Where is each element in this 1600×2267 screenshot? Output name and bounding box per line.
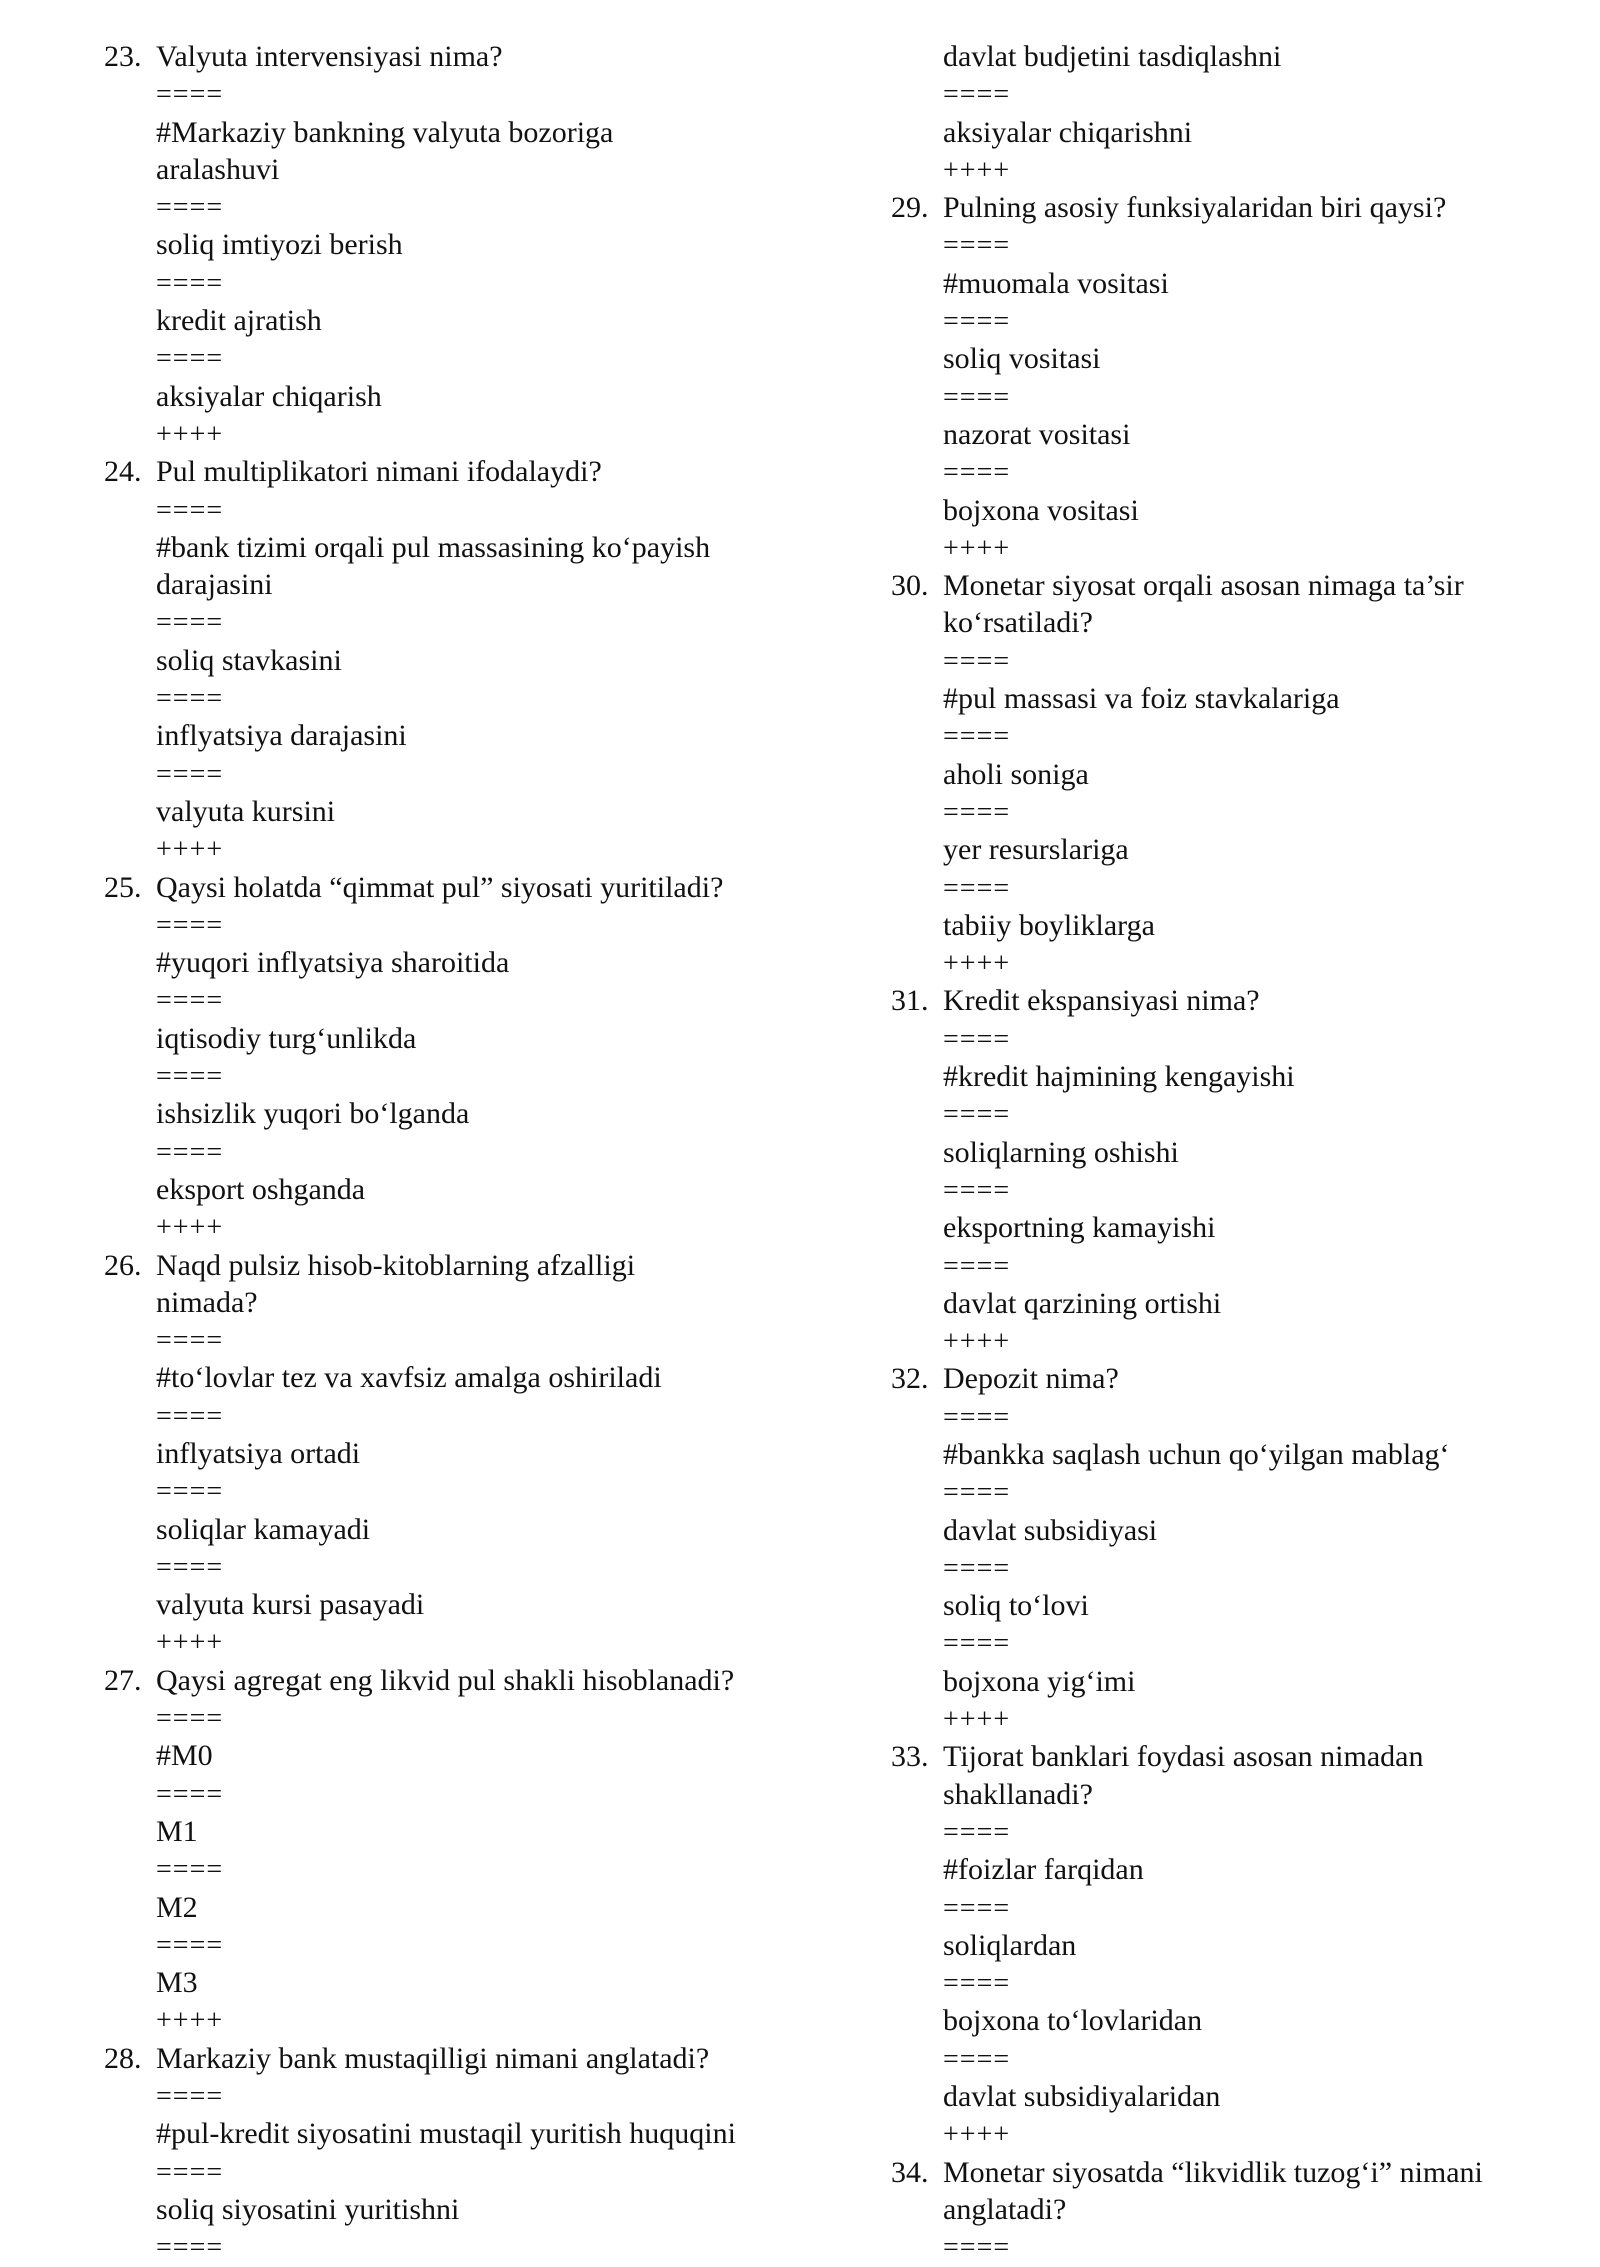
answer-line bbox=[104, 1964, 744, 2001]
separator-line bbox=[891, 1171, 1531, 1209]
line-text: darajasini bbox=[156, 568, 273, 602]
separator-text: ==== bbox=[156, 1703, 224, 1735]
answer-line bbox=[891, 1851, 1531, 1888]
separator-line bbox=[104, 188, 744, 226]
answer-line bbox=[104, 378, 744, 415]
line-text: #pul massasi va foiz stavkalariga bbox=[943, 682, 1340, 716]
line-text: #bankka saqlash uchun qo‘yilgan mablag‘ bbox=[943, 1437, 1450, 1471]
separator-text: ==== bbox=[156, 1061, 224, 1093]
line-text: bojxona vositasi bbox=[943, 493, 1139, 527]
separator-text: ==== bbox=[156, 1136, 224, 1168]
separator-text: ==== bbox=[943, 1628, 1011, 1660]
separator-text: ==== bbox=[943, 1250, 1011, 1282]
left-column bbox=[104, 38, 744, 2267]
separator-line bbox=[104, 981, 744, 1019]
answer-line bbox=[891, 1587, 1531, 1624]
line-text: Pul multiplikatori nimani ifodalaydi? bbox=[156, 455, 602, 489]
separator-line bbox=[891, 1247, 1531, 1285]
line-text: Qaysi agregat eng likvid pul shakli hisoblanadi? bbox=[156, 1663, 735, 1697]
question-number: 30. bbox=[891, 569, 929, 603]
line-text: #to‘lovlar tez va xavfsiz amalga oshiriladi bbox=[156, 1361, 662, 1395]
question-number: 31. bbox=[891, 984, 929, 1018]
answer-line bbox=[104, 529, 744, 566]
separator-line bbox=[891, 1095, 1531, 1133]
question-line bbox=[104, 2040, 744, 2077]
question-line bbox=[104, 453, 744, 490]
answer-line bbox=[104, 566, 744, 603]
separator-text: ++++ bbox=[943, 2119, 1011, 2151]
line-text: eksportning kamayishi bbox=[943, 1211, 1216, 1245]
answer-line bbox=[891, 416, 1531, 453]
line-text: aksiyalar chiqarishni bbox=[943, 115, 1193, 149]
line-text: M3 bbox=[156, 1966, 198, 2000]
separator-text: ==== bbox=[943, 1968, 1011, 2000]
line-text: soliq imtiyozi berish bbox=[156, 228, 403, 262]
right-column bbox=[891, 38, 1531, 2267]
line-text: #yuqori inflyatsiya sharoitida bbox=[156, 946, 510, 980]
separator-text: ==== bbox=[156, 1929, 224, 1961]
line-text: #kredit hajmining kengayishi bbox=[943, 1060, 1295, 1094]
answer-line bbox=[891, 2002, 1531, 2039]
separator-text: ==== bbox=[156, 683, 224, 715]
separator-line bbox=[104, 2228, 744, 2266]
line-text: valyuta kursini bbox=[156, 794, 336, 828]
separator-line bbox=[104, 2001, 744, 2039]
separator-text: ==== bbox=[943, 1892, 1011, 1924]
line-text: soliqlar kamayadi bbox=[156, 1512, 371, 1546]
separator-text: ==== bbox=[156, 1476, 224, 1508]
separator-line bbox=[104, 1623, 744, 1661]
line-text: Tijorat banklari foydasi asosan nimadan bbox=[943, 1740, 1424, 1774]
separator-line bbox=[891, 1020, 1531, 1058]
separator-line bbox=[891, 226, 1531, 264]
question-number: 24. bbox=[104, 455, 142, 489]
separator-text: ==== bbox=[156, 2156, 224, 2188]
separator-text: ==== bbox=[943, 1552, 1011, 1584]
separator-text: ==== bbox=[156, 192, 224, 224]
line-text: #muomala vositasi bbox=[943, 266, 1169, 300]
answer-line bbox=[891, 680, 1531, 717]
separator-line bbox=[891, 151, 1531, 189]
separator-text: ++++ bbox=[943, 154, 1011, 186]
line-text: #bank tizimi orqali pul massasining ko‘payish bbox=[156, 530, 711, 564]
line-text: Naqd pulsiz hisob-kitoblarning afzalligi bbox=[156, 1248, 636, 1282]
line-text: #pul-kredit siyosatini mustaqil yuritish huquqini bbox=[156, 2117, 736, 2151]
separator-line bbox=[104, 1926, 744, 1964]
separator-text: ==== bbox=[156, 985, 224, 1017]
separator-line bbox=[104, 1133, 744, 1171]
separator-line bbox=[104, 1775, 744, 1813]
separator-text: ==== bbox=[943, 306, 1011, 338]
separator-text: ++++ bbox=[156, 1212, 224, 1244]
line-text: soliq vositasi bbox=[943, 342, 1101, 376]
separator-line bbox=[891, 1398, 1531, 1436]
answer-line bbox=[891, 492, 1531, 529]
answer-line bbox=[891, 340, 1531, 377]
question-line bbox=[891, 1360, 1531, 1397]
question-number: 27. bbox=[104, 1663, 142, 1697]
question-line bbox=[891, 189, 1531, 226]
separator-text: ==== bbox=[943, 1816, 1011, 1848]
separator-text: ==== bbox=[943, 1174, 1011, 1206]
separator-text: ++++ bbox=[156, 2005, 224, 2037]
line-text: Depozit nima? bbox=[943, 1362, 1119, 1396]
answer-line bbox=[104, 1435, 744, 1472]
answer-line bbox=[104, 226, 744, 263]
line-text: aholi soniga bbox=[943, 757, 1089, 791]
separator-line bbox=[104, 2077, 744, 2115]
line-text: anglatadi? bbox=[943, 2192, 1067, 2226]
answer-line bbox=[104, 151, 744, 188]
answer-line bbox=[104, 1586, 744, 1623]
line-text: iqtisodiy turg‘unlikda bbox=[156, 1021, 417, 1055]
line-text: yer resurslariga bbox=[943, 833, 1129, 867]
separator-line bbox=[891, 1889, 1531, 1927]
separator-line bbox=[104, 1397, 744, 1435]
line-text: ishsizlik yuqori bo‘lganda bbox=[156, 1097, 470, 1131]
separator-line bbox=[891, 1549, 1531, 1587]
separator-line bbox=[104, 264, 744, 302]
separator-line bbox=[891, 2040, 1531, 2078]
line-text: nimada? bbox=[156, 1285, 258, 1319]
separator-text: ==== bbox=[156, 79, 224, 111]
line-text: Pulning asosiy funksiyalaridan biri qaysi? bbox=[943, 191, 1447, 225]
question-number: 28. bbox=[104, 2041, 142, 2075]
separator-text: ==== bbox=[943, 1023, 1011, 1055]
answer-line bbox=[104, 944, 744, 981]
separator-text: ++++ bbox=[943, 948, 1011, 980]
answer-line bbox=[891, 604, 1531, 641]
line-text: shakllanadi? bbox=[943, 1777, 1093, 1811]
question-number: 25. bbox=[104, 870, 142, 904]
answer-line bbox=[891, 1663, 1531, 1700]
separator-text: ++++ bbox=[943, 1704, 1011, 1736]
separator-text: ==== bbox=[943, 645, 1011, 677]
line-text: #Markaziy bankning valyuta bozoriga bbox=[156, 115, 614, 149]
separator-line bbox=[104, 339, 744, 377]
separator-line bbox=[104, 679, 744, 717]
answer-line bbox=[891, 114, 1531, 151]
separator-line bbox=[104, 906, 744, 944]
line-text: Monetar siyosatda “likvidlik tuzog‘i” nimani bbox=[943, 2155, 1483, 2189]
line-text: bojxona yig‘imi bbox=[943, 1664, 1136, 1698]
answer-line bbox=[891, 1927, 1531, 1964]
separator-line bbox=[891, 529, 1531, 567]
separator-text: ==== bbox=[156, 607, 224, 639]
line-text: tabiiy boyliklarga bbox=[943, 908, 1155, 942]
separator-line bbox=[891, 1700, 1531, 1738]
separator-line bbox=[104, 1472, 744, 1510]
line-text: M2 bbox=[156, 1890, 198, 1924]
separator-text: ==== bbox=[943, 872, 1011, 904]
separator-line bbox=[104, 1850, 744, 1888]
separator-line bbox=[891, 1322, 1531, 1360]
answer-line bbox=[104, 1095, 744, 1132]
separator-text: ==== bbox=[943, 1401, 1011, 1433]
line-text: #M0 bbox=[156, 1739, 213, 1773]
separator-line bbox=[104, 1208, 744, 1246]
separator-text: ++++ bbox=[156, 418, 224, 450]
answer-line bbox=[891, 2191, 1531, 2228]
line-text: inflyatsiya ortadi bbox=[156, 1436, 361, 1470]
question-number: 33. bbox=[891, 1740, 929, 1774]
line-text: soliqlardan bbox=[943, 1928, 1077, 1962]
answer-line bbox=[891, 265, 1531, 302]
line-text: bojxona to‘lovlaridan bbox=[943, 2004, 1203, 2038]
answer-line bbox=[891, 2078, 1531, 2115]
line-text: aksiyalar chiqarish bbox=[156, 379, 382, 413]
separator-line bbox=[891, 717, 1531, 755]
line-text: ko‘rsatiladi? bbox=[943, 606, 1093, 640]
answer-line bbox=[104, 1284, 744, 1321]
separator-line bbox=[104, 755, 744, 793]
separator-text: ++++ bbox=[943, 532, 1011, 564]
line-text: nazorat vositasi bbox=[943, 417, 1131, 451]
answer-line bbox=[891, 907, 1531, 944]
separator-text: ==== bbox=[156, 1325, 224, 1357]
line-text: davlat subsidiyalaridan bbox=[943, 2080, 1221, 2114]
question-line bbox=[104, 1247, 744, 1284]
separator-line bbox=[891, 2228, 1531, 2266]
answer-line bbox=[104, 1359, 744, 1396]
separator-text: ==== bbox=[943, 381, 1011, 413]
separator-line bbox=[891, 453, 1531, 491]
separator-line bbox=[104, 2153, 744, 2191]
line-text: Qaysi holatda “qimmat pul” siyosati yuritiladi? bbox=[156, 870, 724, 904]
question-line bbox=[891, 982, 1531, 1019]
separator-line bbox=[104, 1057, 744, 1095]
question-number: 23. bbox=[104, 40, 142, 73]
separator-text: ++++ bbox=[156, 1627, 224, 1659]
separator-line bbox=[891, 642, 1531, 680]
question-line bbox=[104, 1662, 744, 1699]
separator-text: ==== bbox=[156, 2081, 224, 2113]
line-text: Monetar siyosat orqali asosan nimaga ta’sir bbox=[943, 569, 1464, 603]
line-text: soliqlarning oshishi bbox=[943, 1135, 1179, 1169]
question-line bbox=[104, 38, 744, 75]
answer-line bbox=[891, 1058, 1531, 1095]
separator-text: ==== bbox=[156, 1400, 224, 1432]
answer-line bbox=[891, 1209, 1531, 1246]
separator-text: ==== bbox=[943, 230, 1011, 262]
answer-line bbox=[104, 1171, 744, 1208]
answer-line bbox=[104, 793, 744, 830]
separator-line bbox=[891, 869, 1531, 907]
answer-line bbox=[891, 1436, 1531, 1473]
answer-line bbox=[891, 38, 1531, 75]
separator-line bbox=[891, 75, 1531, 113]
question-line bbox=[104, 869, 744, 906]
line-text: eksport oshganda bbox=[156, 1172, 366, 1206]
line-text: davlat subsidiyasi bbox=[943, 1513, 1158, 1547]
line-text: Kredit ekspansiyasi nima? bbox=[943, 984, 1260, 1018]
separator-line bbox=[104, 603, 744, 641]
separator-line bbox=[104, 1321, 744, 1359]
separator-text: ==== bbox=[156, 909, 224, 941]
separator-line bbox=[891, 302, 1531, 340]
answer-line bbox=[104, 2191, 744, 2228]
answer-line bbox=[104, 114, 744, 151]
separator-line bbox=[891, 1624, 1531, 1662]
question-number: 29. bbox=[891, 191, 929, 225]
separator-text: ==== bbox=[156, 1551, 224, 1583]
answer-line bbox=[891, 756, 1531, 793]
separator-text: ==== bbox=[943, 457, 1011, 489]
separator-text: ==== bbox=[943, 2043, 1011, 2075]
answer-line bbox=[891, 1512, 1531, 1549]
separator-line bbox=[104, 830, 744, 868]
line-text: soliq to‘lovi bbox=[943, 1589, 1089, 1623]
separator-line bbox=[891, 793, 1531, 831]
question-line bbox=[891, 1738, 1531, 1775]
separator-line bbox=[104, 491, 744, 529]
answer-line bbox=[104, 717, 744, 754]
separator-line bbox=[891, 1473, 1531, 1511]
answer-line bbox=[104, 1020, 744, 1057]
answer-line bbox=[104, 1511, 744, 1548]
answer-line bbox=[891, 1285, 1531, 1322]
answer-line bbox=[104, 1889, 744, 1926]
line-text: davlat qarzining ortishi bbox=[943, 1286, 1222, 1320]
separator-line bbox=[891, 378, 1531, 416]
separator-line bbox=[104, 1699, 744, 1737]
separator-line bbox=[891, 2115, 1531, 2153]
separator-line bbox=[891, 944, 1531, 982]
separator-line bbox=[891, 1964, 1531, 2002]
separator-text: ==== bbox=[156, 343, 224, 375]
separator-text: ==== bbox=[156, 1778, 224, 1810]
separator-text: ==== bbox=[156, 494, 224, 526]
separator-text: ==== bbox=[943, 79, 1011, 111]
separator-line bbox=[104, 1548, 744, 1586]
separator-line bbox=[104, 415, 744, 453]
answer-line bbox=[891, 831, 1531, 868]
separator-text: ==== bbox=[156, 758, 224, 790]
line-text: M1 bbox=[156, 1814, 198, 1848]
line-text: soliq stavkasini bbox=[156, 643, 342, 677]
separator-text: ==== bbox=[156, 2232, 224, 2264]
answer-line bbox=[891, 1776, 1531, 1813]
answer-line bbox=[891, 1134, 1531, 1171]
separator-text: ++++ bbox=[156, 834, 224, 866]
question-number: 26. bbox=[104, 1248, 142, 1282]
question-number: 34. bbox=[891, 2155, 929, 2189]
question-line bbox=[891, 567, 1531, 604]
answer-line bbox=[104, 642, 744, 679]
separator-line bbox=[104, 75, 744, 113]
separator-text: ==== bbox=[156, 1854, 224, 1886]
separator-text: ++++ bbox=[943, 1326, 1011, 1358]
line-text: Markaziy bank mustaqilligi nimani anglatadi? bbox=[156, 2041, 710, 2075]
question-number: 32. bbox=[891, 1362, 929, 1396]
separator-text: ==== bbox=[156, 267, 224, 299]
line-text: Valyuta intervensiyasi nima? bbox=[156, 40, 503, 73]
separator-text: ==== bbox=[943, 1477, 1011, 1509]
line-text: #foizlar farqidan bbox=[943, 1853, 1144, 1887]
line-text: davlat budjetini tasdiqlashni bbox=[943, 40, 1282, 73]
answer-line bbox=[104, 302, 744, 339]
answer-line bbox=[104, 1813, 744, 1850]
question-line bbox=[891, 2154, 1531, 2191]
answer-line bbox=[104, 1737, 744, 1774]
answer-line bbox=[104, 2115, 744, 2152]
separator-text: ==== bbox=[943, 2232, 1011, 2264]
line-text: valyuta kursi pasayadi bbox=[156, 1588, 425, 1622]
separator-text: ==== bbox=[943, 721, 1011, 753]
separator-line bbox=[891, 1813, 1531, 1851]
separator-text: ==== bbox=[943, 1099, 1011, 1131]
line-text: inflyatsiya darajasini bbox=[156, 719, 407, 753]
separator-text: ==== bbox=[943, 796, 1011, 828]
line-text: soliq siyosatini yuritishni bbox=[156, 2192, 460, 2226]
line-text: kredit ajratish bbox=[156, 304, 322, 338]
line-text: aralashuvi bbox=[156, 152, 280, 186]
